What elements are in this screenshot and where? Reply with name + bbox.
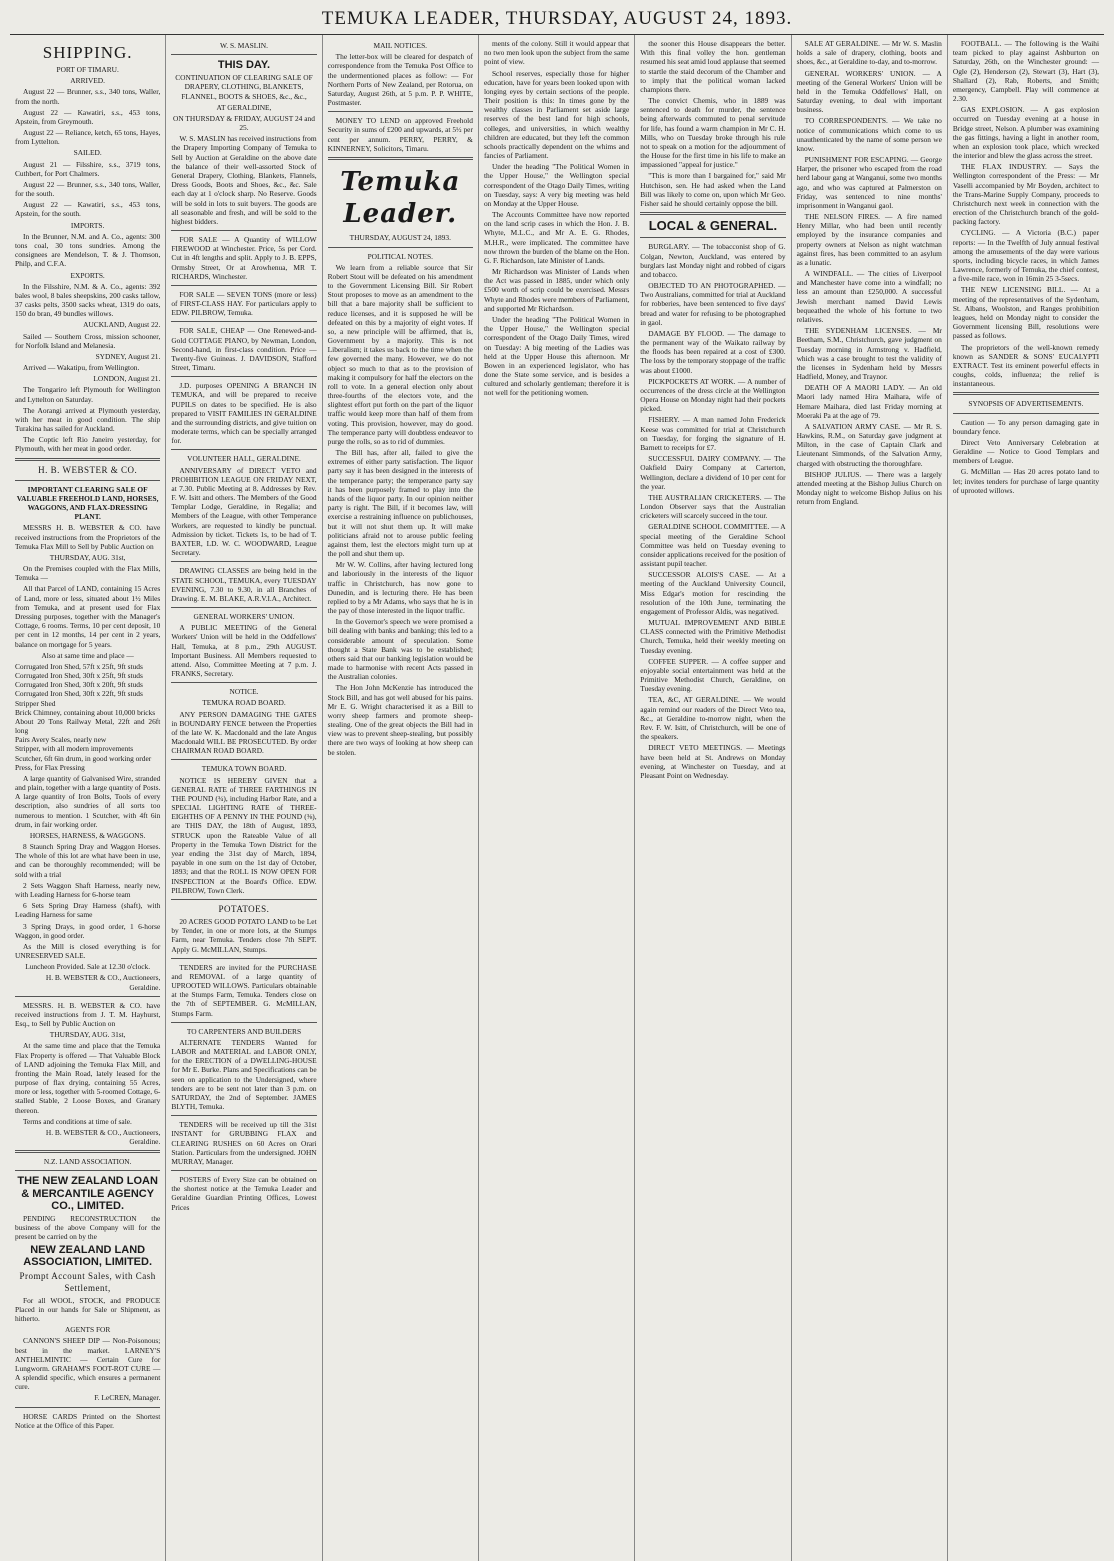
arrived-label: ARRIVED. [70,76,105,86]
news-item: FISHERY. — A man named John Frederick Keese was committed for trial at Christchurch on Tuesday, for forging the signature of H. Barnett to receipts for £7. [640,415,786,452]
column-2 [166,35,322,1561]
piano-ad: FOR SALE, CHEAP — One Renewed-and-Gold COTTAGE PIANO, by Newman, London, Second-hand, in first-class condition. Price — Twenty-five Guineas. J. DAVIDSON, Stafford Street, Timaru. [171,326,317,373]
list-item: Corrugated Iron Shed, 30ft x 20ft, 9ft studs [15,680,143,690]
gwu-body: A PUBLIC MEETING of the General Workers' Union will be held in the Oddfellows' Hall, Temuka, at 8 p.m., 29th AUGUST. Important Business. All Members requested to attend. Also, Committee Meeting at 7 p.m. J. FRANKS, Secretary. [171,623,317,679]
news-item: FOOTBALL. — The following is the Waihi team picked to play against Ashburton on Saturday, 26th, on the Winchester ground: — Ogle (2), Henderson (2), Stewart (3), Hart (3), Shallard (2), Rab, Roberts, and Smith; emergency, Campbell. Play will commence at 2.30. [952,39,1100,104]
hbw2-sign: H. B. WEBSTER & CO., Auctioneers, Geraldine. [45,1127,161,1147]
political-paragraph: Mr W. W. Collins, after having lectured long and laboriously in the interests of the liquor traffic in Christchurch, has now gone to Dunedin, and is lecturing there. He has been replied to by a Mr Adams, who says that he is in the pay of those interested in the liquor traffic. [327,560,473,616]
hbw-intro: MESSRS H. B. WEBSTER & CO. have received instructions from the Proprietors of the Temuka Flax Mill to Sell by Public Auction on [15,523,161,551]
trb-header: TEMUKA ROAD BOARD. [202,698,286,708]
exports-label: EXPORTS. [70,270,105,280]
arrived-item: August 22 — Kawatiri, s.s., 453 tons, Apstein, from Greymouth. [15,107,161,126]
willow-ad: FOR SALE — A Quantity of WILLOW FIREWOOD at Winchester. Price, 5s per Cord. Cut in 4ft lengths and split. Apply to J. B. EPPS, Ormsby Street, Or at Arowhenua, MR T. RICHARDS, Winchester. [171,235,317,281]
news-item: PICKPOCKETS AT WORK. — A number of occurrences of the dress circle at the Wellington Opera House on Monday night had their pockets picked. [640,376,786,414]
carpenters-header: TO CARPENTERS AND BUILDERS [186,1026,302,1036]
divider [328,157,473,160]
synopsis-item: G. McMillan — Has 20 acres potato land to let; invites tenders for purchase of large quantity of uprooted willows. [952,467,1100,495]
news-item: THE NEW LICENSING BILL. — At a meeting of the representatives of the Sydenham, St. Albans, Woolston, and Ranges prohibition leagues, held on Monday night to consider the Government licensing Bill, resolutions were passed as follows. [952,285,1100,341]
tuition-ad: J.D. purposes OPENING A BRANCH IN TEMUKA, and will be prepared to receive PUPILS on dates to be specified. He is also prepared to VISIT FAMILIES IN GERALDINE and the surrounding districts, and give tuition on moderate terms, which can be specially arranged for. [171,381,317,446]
sailed-item: August 22 — Brunner, s.s., 340 tons, Waller, for the south. [15,179,161,199]
article-paragraph: School reserves, especially those for higher education, have for years been looked upon with longing eyes by certain sections of the people. Their position is this: In times gone by the wealthy classes in Parliament set aside large reserves of the best land for high schools, colleges, and universities, in which wealthy children are educated, but they left the common schools practically dependent on the whims and fancies of Parliament. [483,68,630,161]
political-header: POLITICAL NOTES. [367,251,433,261]
tenders-willows: TENDERS are invited for the PURCHASE and REMOVAL of a large quantity of UPROOTED WILLOWS. Particulars obtainable at the Stumps Farm, Temuka. Tenders close on the 7th of SEPTEMBER. G. McMILLAN, Stumps Farm. [171,962,317,1018]
column-3 [323,35,479,1561]
news-item: The proprietors of the well-known remedy known as SANDER & SONS' EUCALYPTI EXTRACT. Test its eminent powerful effects in coughs, colds, influenza; the relief is instantaneous. [952,342,1100,389]
divider [171,561,316,562]
agents-body: CANNON'S SHEEP DIP — Non-Poisonous; best in the market. LARNEY'S ANTHELMINTIC — Certain Cure for Lungworm. GRAHAM'S FOOT-ROT CURE — A splendid specific, which ensures a permanent cure. [15,1336,161,1392]
divider [171,1170,316,1171]
synopsis-header: SYNOPSIS OF ADVERTISEMENTS. [968,399,1084,409]
maslin-title: CONTINUATION OF CLEARING SALE OF DRAPERY, CLOTHING, BLANKETS, FLANNEL, BOOTS & SHOES, &c., &c., [175,73,313,101]
nzla-name: NEW ZEALAND LAND ASSOCIATION, LIMITED. [23,1244,153,1269]
paper-date: THURSDAY, AUGUST 24, 1893. [349,233,451,243]
list-item: Pairs Avery Scales, nearly new [15,735,107,745]
agents-sign: F. LeCREN, Manager. [94,1393,161,1403]
list-item: Corrugated Iron Shed, 30ft x 22ft, 9ft studs [15,689,143,699]
news-item: THE SYDENHAM LICENSES. — Mr Beetham, S.M., Christchurch, gave judgment on Tuesday morning in Armstrong v. Hadfield, which was a case brought to test the validity of the licenses in Sydenham held by Messrs Hadfield, Money, and Traynor. [796,326,942,382]
luncheon: Luncheon Provided. Sale at 12.30 o'clock. [25,962,151,972]
news-item: THE AUSTRALIAN CRICKETERS. — The London Observer says that the Australian cricketers will scarcely succeed in the tour. [640,492,786,521]
news-item: GERALDINE SCHOOL COMMITTEE. — A special meeting of the Geraldine School Committee was held on Tuesday evening to consider applications received for the position of assistant pupil teacher. [640,522,786,569]
hbw-land: All that Parcel of LAND, containing 15 Acres of Land, more or less, situated about 1½ Miles from Temuka, and at present used for Flax Dressing purposes, together with the Manager's Cottage, 6 rooms. Terms, 10 per cent deposit, 10 per cent in 12 months, 14 per cent in 2 years, balance on mortgage for 5 years. [15,584,161,649]
maslin-body: W. S. MASLIN has received instructions from the Drapery Importing Company of Temuka to Sell by Auction at Geraldine on the above date the balance of their well-assorted Stock of General Drapery, Clothing, Blankets, Flannels, Dress Goods, Boots and Shoes, &c., &c. Sale each day at 1 o'clock sharp. No Reserve. Goods will be sold in lots to suit buyers. The goods are all seasonable and fresh, and will be sold to the highest bidders. [171,134,317,226]
article-paragraph: "This is more than I bargained for," said Mr Hutchison, sen. He had asked when the Land Bill was likely to come on, upon which Mr Geo. Fisher said he should certainly oppose the bill. [640,171,786,208]
maslin-at: AT GERALDINE, [216,102,272,112]
horse-cards: HORSE CARDS Printed on the Shortest Notice at the Office of this Paper. [15,1411,161,1430]
london-text: The Coptic left Rio Janeiro yesterday, for Plymouth, with her meat in good order. [15,435,161,454]
divider [15,480,160,481]
political-paragraph: The Bill has, after all, failed to give the extremes of either party satisfaction. The liquor party say it has been designed in the interests of the temperance party; the temperance party say it has been purposely framed to play into the hands of the liquor party. In our opinion neither party is right. The Bill, if it becomes law, will exercise a restraining influence on publichouses, but it will not shut them up. It will make politicians afraid not to arouse public feeling against them, lest the electors might turn up at the poll and shut them up. [327,448,473,559]
notice-header: NOTICE. [229,687,259,697]
list-item: Press, for Flax Pressing [15,762,85,772]
news-item: GENERAL WORKERS' UNION. — A meeting of the General Workers' Union will be held in the Temuka Oddfellows' Hall, on Saturday evening, to deal with important business. [796,68,942,115]
horses-item: 6 Sets Spring Dray Harness (shaft), with Leading Harness for same [15,901,161,920]
hbw2-terms: Terms and conditions at time of sale. [23,1116,132,1126]
imports-text: In the Brunner, N.M. and A. Co., agents: 300 tons coal, 30 tons sundries. Among the consignees are Mendelson, T. & J. Thomson, Philp, and C.F.A. [15,231,161,269]
mail-header: MAIL NOTICES. [373,41,428,50]
divider [15,458,160,461]
hbw-items [15,662,160,772]
list-item: Corrugated Iron Shed, 57ft x 25ft, 9ft studs [15,661,143,671]
divider [171,1022,316,1023]
news-item: DIRECT VETO MEETINGS. — Meetings have been held at St. Andrews on Monday evening, at Winchester on Tuesday, and at Pleasant Point on Wednesday. [640,743,786,780]
article-paragraph: the sooner this House disappears the better. With this final volley the hon. gentleman resumed his seat amid loud applause that seemed to startle the staid decorum of the Chamber and to imply that the political woman lacked champions there. [640,39,786,94]
horses-item: 8 Staunch Spring Dray and Waggon Horses. The whole of this lot are what have been in use, and can be thoroughly recommended; will be sold with a trial [15,842,161,879]
news-item: THE FLAX INDUSTRY. — Says the Wellington correspondent of the Press: — Mr Vaselli accompanied by Mr Boyden, architect to the Trans-Marine Supply Company, proceeds to Christchurch next week in connection with the erection of the Christchurch branch of the gold-packing factory. [952,162,1100,227]
column-5 [635,35,791,1561]
auckland-dateline: AUCKLAND, August 22. [83,320,161,330]
article-paragraph: The convict Chemis, who in 1889 was sentenced to death for murder, the sentence being afterwards commuted to penal servitude for life, has found a warm champion in Mr C. H. Mills, who on Tuesday broke through his rule not to speak on a motion for the adjournment of the House for the first time in his life to make an impassioned "appeal for justice." [640,96,786,170]
list-item: Stripper, with all modern improvements [15,744,134,754]
news-item: OBJECTED TO AN PHOTOGRAPHED. — Two Australians, committed for trial at Auckland for robberies, have been sentenced to five days' bread and water for refusing to be photographed in gaol. [640,281,786,327]
nzla-body: PENDING RECONSTRUCTION the business of the above Company will for the present be carried on by the [15,1213,161,1242]
hay-ad: FOR SALE — SEVEN TONS (more or less) of FIRST-CLASS HAY. For particulars apply to EDW. PILBROW, Temuka. [171,289,317,318]
maslin-on: ON THURSDAY & FRIDAY, AUGUST 24 and 25. [173,113,315,133]
sydney-text: Arrived — Wakatipu, from Wellington. [23,363,140,373]
hbw-title: IMPORTANT CLEARING SALE OF VALUABLE FREEHOLD LAND, HORSES, WAGGONS, AND FLAX-DRESSING PLANT. [16,484,159,522]
auckland-text: Sailed — Southern Cross, mission schooner, for Norfolk Island and Melanesia. [15,331,161,350]
maslin-this-day: THIS DAY. [217,59,271,72]
synopsis-item: Direct Veto Anniversary Celebration at Geraldine — Notice to Good Templars and members of League. [952,437,1100,466]
agents-label: AGENTS FOR [64,1325,111,1335]
column-4 [479,35,635,1561]
divider [953,392,1099,395]
columns [10,35,1104,1561]
arrived-item: August 22 — Brunner, s.s., 340 tons, Waller, from the north. [15,87,161,106]
gwu-header: GENERAL WORKERS' UNION. [193,612,295,622]
hbw2-body: At the same time and place that the Temuka Flax Property is offered — That Valuable Block of LAND adjoining the Temuka Flax Mill, and fronting the Main Road, lately leased for the purpose of flax drying, containing 55 Acres, more or less, together with 5-roomed Cottage, 6-stalled Stable, 2 Loose Boxes, and Granary thereon. [15,1041,161,1115]
maslin-header: W. S. MASLIN. [219,41,268,50]
divider [171,759,316,760]
hbw2-date: THURSDAY, AUG. 31st, [49,1030,126,1040]
news-item: MUTUAL IMPROVEMENT AND BIBLE CLASS connected with the Primitive Methodist Church, Temuka, held their weekly meeting on Tuesday evening. [640,618,786,655]
local-general-header: LOCAL & GENERAL. [648,218,778,234]
article-paragraph: Under the heading "The Political Women in the Upper House," the Wellington special correspondent of the Otago Daily Times, wired on Tuesday: A big meeting of the Ladies was held at the Upper House this afternoon. Mr Bowen in an experienced legislator, who has done the State some service, and is besides a cultured and scholarly gentleman; therefore it is not well for the petitioning women. [483,314,630,398]
column-6 [792,35,948,1561]
article-paragraph: Mr Richardson was Minister of Lands when the Act was passed in 1885, under which only £500 worth of scrip could be exercised. Messrs Whyte and Rhodes were members of Parliament, and supported Mr Richardson. [483,267,630,313]
port-title: PORT OF TIMARU. [56,65,119,75]
shipping-title: SHIPPING. [42,43,133,62]
arrived-item: August 22 — Reliance, ketch, 65 tons, Hayes, from Lyttelton. [15,128,161,147]
news-item: THE NELSON FIRES. — A fire named Henry Millar, who had been until recently employed by the insurance companies and property owners at Nelson as night watchman against fires, has been committed to an asylum as a lunatic. [796,212,942,267]
divider [15,996,160,997]
nzla-for: For all WOOL, STOCK, and PRODUCE Placed in our hands for Sale or Shipment, as hitherto. [15,1295,161,1324]
sailed-item: August 21 — Filsshire, s.s., 3719 tons, Cuthbert, for Port Chalmers. [15,159,161,178]
london-text: The Tongariro left Plymouth for Wellington and Lyttelton on Saturday. [15,385,161,404]
news-item: A WINDFALL. — The cities of Liverpool and Manchester have come into a windfall; no less an amount than £250,000. A successful Jewish merchant named David Lewis bequeathed the whole of his fortune to two relatives. [796,269,942,324]
news-item: BURGLARY. — The tobacconist shop of G. Colgan, Newton, Auckland, was entered by burglars last Monday night and robbed of cigars and tobacco. [640,242,786,279]
divider [171,958,316,959]
hbw-header: H. B. WEBSTER & CO. [38,464,138,475]
list-item: Corrugated Iron Shed, 30ft x 25ft, 9ft studs [15,671,143,681]
political-paragraph: We learn from a reliable source that Sir Robert Stout will be defeated on his amendment to the Government Licensing Bill. Sir Robert Stout proposes to move as an amendment to the bill that a bare majority shall be sufficient to reduce licenses, and it is supposed he will be defeated on this by a majority of eight votes. If so, a new principle will be affirmed, that is, Government by a majority. This is not Liberalism; it takes us back to the time when the few governed the many. However, we do not object so much to that as to the provision of making it compulsory for half the electors on the roll to vote. In a general election only about three-fourths of the electors vote, and the slightest effort put forth on the part of the liquor traffic would keep more than half of them from voting. This provision, however, may do good. The temperance party will doubtless endeavor to purge the rolls, so as to rid of dummies. [327,262,473,446]
nzla-header: N.Z. LAND ASSOCIATION. [43,1157,132,1167]
divider [15,1407,160,1408]
divider [171,321,316,322]
divider [953,413,1099,414]
imports-label: IMPORTS. [70,220,105,230]
divider [640,237,785,238]
divider [15,1170,160,1171]
divider [171,899,316,900]
divider [171,1115,316,1116]
news-item: A SALVATION ARMY CASE. — Mr R. S. Hawkins, R.M., on Saturday gave judgment at Milton, in the case of Captain Clark and Lieutenant Simmonds, of the Salvation Army, charged with obstructing the thoroughfare. [796,421,942,468]
carpenters-body: ALTERNATE TENDERS Wanted for LABOR and MATERIAL and LABOR ONLY, for the ERECTION of a DWELLING-HOUSE for Mr E. Burke. Plans and Specifications can be seen on application to the Undersigned, where tenders are to be sent not later than 3 p.m. on SATURDAY, the 2nd of September. JAMES BLYTH, Temuka. [171,1037,317,1112]
article-paragraph: Under the heading "The Political Women in the Upper House," the Wellington special correspondent of the Otago Daily Times, writing on Tuesday, says: A very big meeting was held on Monday at the Upper House. [483,162,630,208]
news-item: CYCLING. — A Victoria (B.C.) paper reports: — In the Twelfth of July annual festival among the amusements of the day were various sports, including bicycle races, in which James Lawrence, formerly of Temuka, the chief contest, a five-mile race, won in 16min 25 3-5secs. [952,228,1100,284]
hbw-sign: H. B. WEBSTER & CO., Auctioneers, Geraldine. [45,973,161,992]
hbw-more: A large quantity of Galvanised Wire, stranded and plain, together with a large quantity of Posts. A large quantity of Iron Bolts, Tools of every description, also sundries of all sorts too numerous to mention. 1 Scutcher, with 4ft 6in drum, in fair working order. [15,773,161,829]
horses-item: 3 Spring Drays, in good order, 1 6-horse Waggon, in good order. [15,921,161,940]
news-item: COFFEE SUPPER. — A coffee supper and enjoyable social entertainment was held at the Primitive Methodist Church, Geraldine, on Tuesday evening. [640,656,786,694]
news-item: TEA, &C, AT GERALDINE. — We would again remind our readers of the Direct Veto tea, &c., at Geraldine to-morrow night, when the Rev. F. W. Isitt, of Christchurch, will be one of the speakers. [640,695,786,742]
exports-text: In the Filsshire, N.M. & A. Co., agents: 392 bales wool, 8 bales sheepskins, 200 casks tallow, 37 casks pelts, 3500 sacks wheat, 1319 do oats, 150 do bran, 49 bundles willows. [15,281,161,319]
divider [171,230,316,231]
news-item: DEATH OF A MAORI LADY. — An old Maori lady named Hira Maihara, wife of Hemare Maihara, died last Friday morning at Moeraki Pa at the age of 79. [796,383,942,420]
column-1 [10,35,166,1561]
drawing-ad: DRAWING CLASSES are being held in the STATE SCHOOL, TEMUKA, every TUESDAY EVENING, 7.30 to 9.30, in all Branches of Drawing. E. M. BLAKE, A.R.V.I.A., Architect. [171,566,317,603]
divider [328,247,473,248]
trb-body: ANY PERSON DAMAGING THE GATES in BOUNDARY FENCE between the Properties of the late W. K. Macdonald and the late Angus Macdonald WILL BE PROSECUTED. By order CHAIRMAN ROAD BOARD. [171,709,317,756]
divider [171,376,316,377]
news-item: SUCCESSFUL DAIRY COMPANY. — The Oakfield Dairy Company at Carterton, Wellington, declare a dividend of 10 per cent for the year. [640,454,786,491]
sydney-dateline: SYDNEY, August 21. [95,351,161,361]
ttb-body: NOTICE IS HEREBY GIVEN that a GENERAL RATE of THREE FARTHINGS IN THE POUND (¾), including Harbor Rate, and a SPECIAL LIGHTING RATE of THREE-EIGHTHS OF A PENNY IN THE POUND (⅜), are THIS DAY, the 18th of August, 1893, STRUCK upon the Rateable Value of all Property in the Temuka Town District for the year ending the 31st day of March, 1894, payable in one sum on the 1st day of October, 1893; and that the ROLL IS NOW OPEN FOR INSPECTION at the Board's Office. EDW. PILBROW, Town Clerk. [171,775,317,895]
divider [15,1150,160,1153]
list-item: Brick Chimney, containing about 10,000 bricks [15,707,156,717]
mail-body: The letter-box will be cleared for despatch of correspondence from the Temuka Post Office to the undermentioned places as follow: — For Northern Ports of New Zealand, per Rotorua, on Saturday, August 26th, at 5 p.m. P. P. WHITE, Postmaster. [327,52,473,108]
ttb-header: TEMUKA TOWN BOARD. [201,764,287,774]
volunteer-header: VOLUNTEER HALL, GERALDINE. [187,454,301,464]
divider [171,449,316,450]
masthead: TEMUKA LEADER, THURSDAY, AUGUST 24, 1893. [321,8,793,29]
article-paragraph: The Accounts Committee have now reported on the land scrip cases in which the Hon. J. B. Whyte, M.L.C., and Mr A. E. G. Rhodes, M.H.R., were implicated. The committee have now thrown the burden of the blame on the Hon. G. F. Richardson, late Minister of Lands. [483,210,630,265]
news-item: BISHOP JULIUS. — There was a largely attended meeting at the Bishop Julius Church on Monday night to welcome Bishop Julius on his return from England. [796,469,942,507]
list-item: Stripper Shed [15,698,56,708]
political-paragraph: In the Governor's speech we were promised a bill dealing with banks and banking; this led to a considerable amount of speculation. Some thought a State Bank was to be established; others said that our banking legislation would be made to harmonise with recent Acts passed in the Australian colonies. [327,617,473,682]
potatoes-body: 20 ACRES GOOD POTATO LAND to be Let by Tender, in one or more lots, at the Stumps Farm, near Temuka. Tenders close 7th SEPT. Apply G. McMILLAN, Stumps. [171,917,317,954]
divider [171,54,316,55]
sailed-item: August 22 — Kawatiri, s.s., 453 tons, Apstein, for the south. [15,200,161,219]
posters-ad: POSTERS of Every Size can be obtained on the shortest notice at the Temuka Leader and Geraldine Guardian Printing Offices, Lowest Prices [171,1175,317,1212]
paper-title: Temuka Leader. [340,166,461,230]
hbw-date: THURSDAY, AUG. 31st, [49,552,126,562]
hbw-place: On the Premises coupled with the Flax Mills, Temuka — [15,564,161,583]
news-item: GAS EXPLOSION. — A gas explosion occurred on Tuesday evening at a house in Bridge street, Nelson. A plumber was examining the gas fittings, having a light in another room, when an explosion took place, which wrecked the interior and blew the glass across the street. [952,105,1100,161]
volunteer-body: ANNIVERSARY of DIRECT VETO and PROHIBITION LEAGUE ON FRIDAY NEXT, at 7.30. Public Meeting at 8. Addresses by Rev. F. W. Isitt and others. The Members of the Good Templar Lodge, Geraldine, in Regalia; and Members of the League, with other Temperance Workers, are requested to kindly be punctual. Admission by ticket. Tickets 1s, to be had of T. BAXTER, LD. W. C. WOODWARD, League Secretary. [171,465,317,558]
hbw2-intro: MESSRS. H. B. WEBSTER & CO. have received instructions from J. T. M. Hayhurst, Esq., to Sell by Public Auction on [15,1000,161,1029]
list-item: Scutcher, 6ft 6in drum, in good working order [15,753,152,763]
money-ad: MONEY TO LEND on approved Freehold Security in sums of £200 and upwards, at 5½ per cent per annum. PERRY, PERRY, & KINNERNEY, Solicitors, Timaru. [327,116,473,153]
article-paragraph: ments of the colony. Still it would appear that no two men look upon the subject from the same point of view. [483,39,630,67]
divider [171,682,316,683]
news-item: SALE AT GERALDINE. — Mr W. S. Maslin holds a sale of drapery, clothing, boots and shoes, &c., at Geraldine to-day, and to-morrow. [796,39,942,67]
hbw-also: Also at same time and place — [41,650,134,660]
news-item: PUNISHMENT FOR ESCAPING. — George Harper, the prisoner who escaped from the road herd labour gang at Wanganui, some two months ago, and who was captured at Palmerston on Friday, was sentenced to nine months' imprisonment in Wanganui gaol. [796,155,942,210]
column-7 [948,35,1104,1561]
london-dateline: LONDON, August 21. [93,374,161,384]
divider [640,212,785,215]
sailed-label: SAILED. [73,148,102,158]
potatoes-header: POTATOES. [218,903,270,914]
london-text: The Aorangi arrived at Plymouth yesterday, with her meat in good condition. The ship Turakina has sailed for Auckland. [15,405,161,434]
divider [328,111,473,112]
political-paragraph: The Hon John McKenzie has introduced the Stock Bill, and has got well abused for his pains. Mr E. G. Wright characterised it as a Bill to worry sheep farmers and promote sheep-stealing. One of the great objects the Bill had in view was to prevent sheep-stealing, but possibly there are two ways of looking at how sheep can be stolen. [327,683,473,757]
hbw-closing: As the Mill is closed everything is for UNRESERVED SALE. [15,941,161,961]
tenders-flax: TENDERS will be received up till the 31st INSTANT for GRUBBING FLAX and CLEARING RUSHES on 60 Acres on Orari Station. Particulars from the undersigned. JOHN MURRAY, Manager. [171,1120,317,1166]
synopsis-item: Caution — To any person damaging gate in boundary fence. [952,417,1100,436]
list-item: About 20 Tons Railway Metal, 22ft and 26ft long [15,716,161,736]
nzla-title: THE NEW ZEALAND LOAN & MERCANTILE AGENCY CO., LIMITED. [17,1175,158,1212]
news-item: SUCCESSOR ALOIS'S CASE. — At a meeting of the Auckland University Council, Miss Edgar's motion for rescinding the resolution of the 10th June, terminating the engagement of Professor Aldis, was negatived. [640,570,786,616]
nzla-prompt: Prompt Account Sales, with Cash Settlement, [19,1271,156,1293]
news-item: TO CORRESPONDENTS. — We take no notice of communications which come to us unauthenticated by the name of some person we know. [796,116,942,153]
divider [171,285,316,286]
horses-header: HORSES, HARNESS, & WAGGONS. [29,830,146,840]
news-item: DAMAGE BY FLOOD. — The damage to the permanent way of the Waikato railway by the floods has been repaired at a cost of £300. The loss by the temporary stoppage of the traffic was about £1000. [640,328,786,375]
divider [171,607,316,608]
horses-item: 2 Sets Waggon Shaft Harness, nearly new, with Leading Harness for 6-horse team [15,880,161,899]
